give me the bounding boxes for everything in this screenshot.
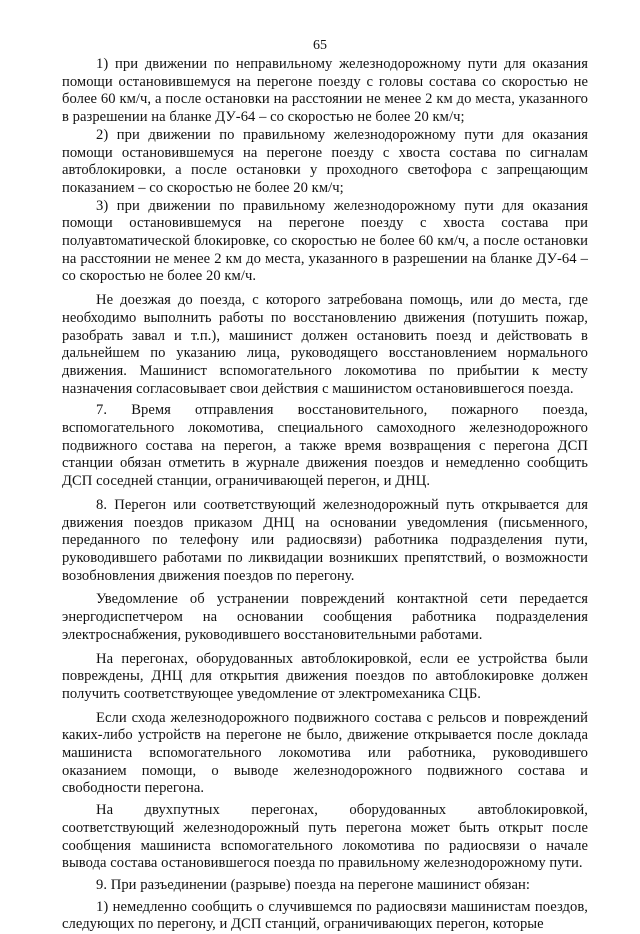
paragraph-item-7: 7. Время отправления восстановительного, пожарного поезда, вспомогательного локомотива, специального самоходного железнодорожного подвижного состава на перегон, а также время возвращения с перегона ДСП станции обязан отметить в журнале движения поездов и немедленно сообщить ДСП соседней станции, ограничивающей перегон, и ДНЦ. [62, 402, 588, 490]
page-number: 65 [313, 38, 327, 53]
paragraph-speed-wrong-track: 1) при движении по неправильному железнодорожному пути для оказания помощи остановившемуся на перегоне поезду с головы состава со скоростью не более 60 км/ч, а после остановки на расстоянии не менее 2 км до места, указанного в разрешении на бланке ДУ-64 – со скоростью не более 20 км/ч; [62, 56, 588, 126]
paragraph-autoblock-sections: На перегонах, оборудованных автоблокировкой, если ее устройства были повреждены, ДНЦ для открытия движения поездов по автоблокировке должен получить соответствующее уведомление от электромеханика СЦБ. [62, 650, 588, 702]
paragraph-item-8: 8. Перегон или соответствующий железнодорожный путь открывается для движения поездов приказом ДНЦ на основании уведомления (письменного, переданного по телефону или радиосвязи) работника подразделения пути, руководившего работами по ликвидации возникших препятствий, о возможности возобновления движения поездов по перегону. [62, 496, 588, 584]
paragraph-speed-autoblock: 2) при движении по правильному железнодорожному пути для оказания помощи остановившемуся на перегоне поезду с хвоста состава по сигналам автоблокировки, а после остановки у проходного светофора с запрещающим показанием – со скоростью не более 20 км/ч; [62, 126, 588, 196]
paragraph-item-9-1: 1) немедленно сообщить о случившемся по радиосвязи машинистам поездов, следующих по перегону, и ДСП станций, ограничивающих перегон, которые [62, 898, 588, 933]
paragraph-double-track: На двухпутных перегонах, оборудованных автоблокировкой, соответствующий железнодорожный путь перегона может быть открыт после сообщения машиниста вспомогательного локомотива по радиосвязи о начале вывода состава остановившегося поезда по правильному железнодорожному пути. [62, 802, 588, 872]
paragraph-stopping-before-train: Не доезжая до поезда, с которого затребована помощь, или до места, где необходимо выполнить работы по восстановлению движения (потушить пожар, разобрать завал и т.п.), машинист должен остановить поезд и действовать в дальнейшем по указанию лица, руководящего восстановлением нормального движения. Машинист вспомогательного локомотива по прибытии к месту назначения согласовывает свои действия с машинистом остановившегося поезда. [62, 292, 588, 397]
page-body [62, 56, 588, 934]
paragraph-contact-network: Уведомление об устранении повреждений контактной сети передается энергодиспетчером на основании сообщения работника подразделения электроснабжения, руководившего восстановительными работами. [62, 591, 588, 643]
paragraph-item-9: 9. При разъединении (разрыве) поезда на перегоне машинист обязан: [96, 876, 530, 893]
paragraph-speed-semiautoblock: 3) при движении по правильному железнодорожному пути для оказания помощи остановившемуся на перегоне поезду с хвоста состава при полуавтоматической блокировке, со скоростью не более 60 км/ч, а после остановки на расстоянии не менее 2 км до места, указанного в разрешении на бланке ДУ-64 – со скоростью не более 20 км/ч. [62, 197, 588, 285]
paragraph-no-derailment: Если схода железнодорожного подвижного состава с рельсов и повреждений каких-либо устройств на перегоне не было, движение открывается после доклада машиниста вспомогательного локомотива или работника, руководившего оказанием помощи, о выводе железнодорожного подвижного состава и свободности перегона. [62, 709, 588, 797]
